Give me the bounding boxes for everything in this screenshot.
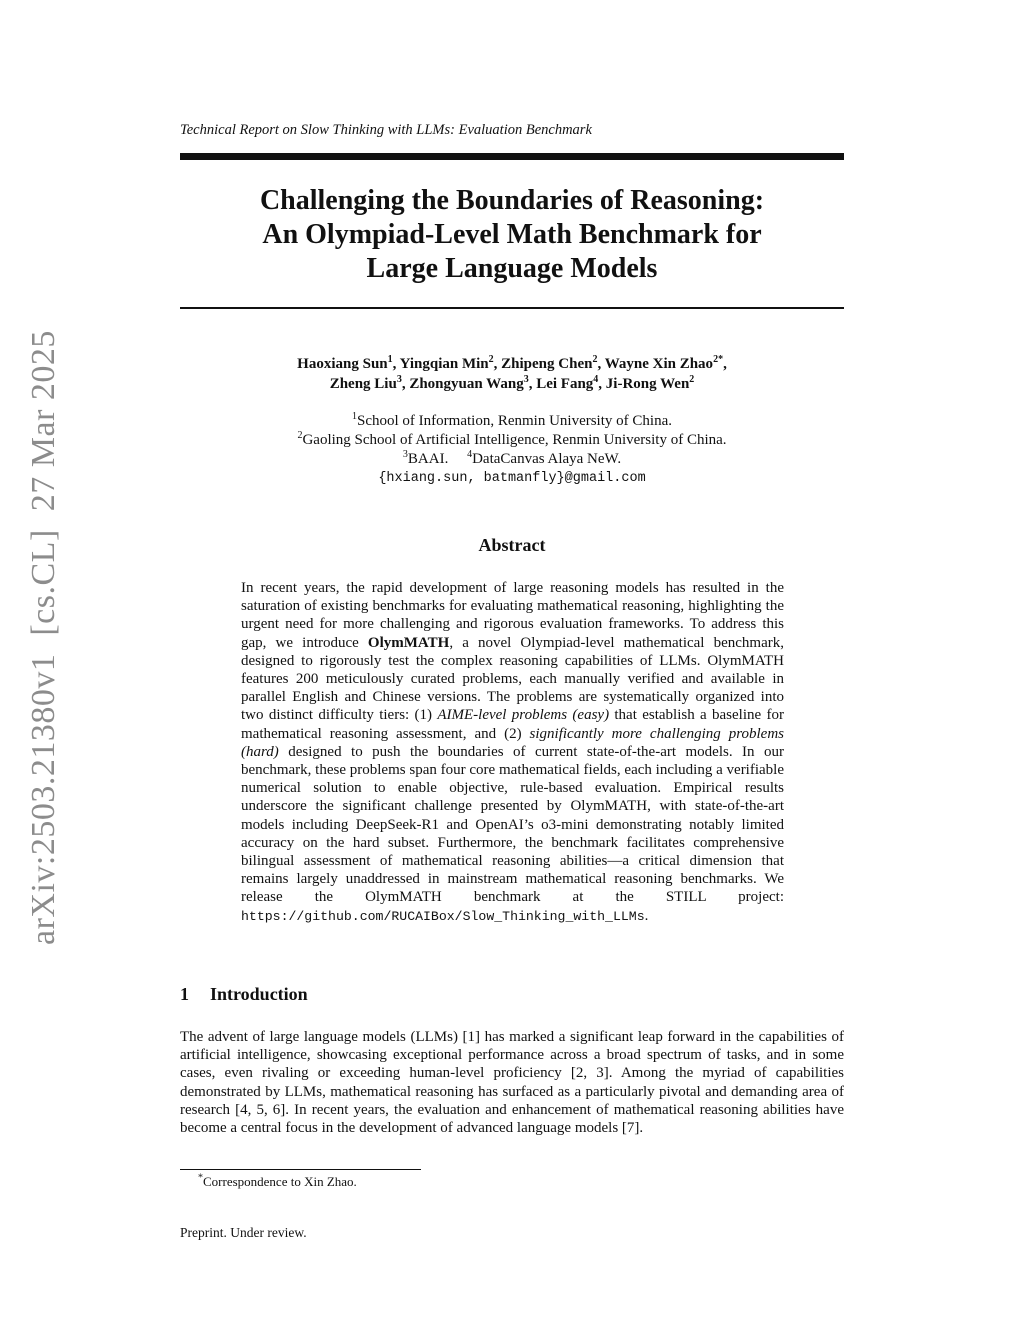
section-title: Introduction <box>210 984 308 1004</box>
title-line-1: Challenging the Boundaries of Reasoning: <box>259 185 765 216</box>
abstract-heading: Abstract <box>478 535 546 555</box>
section-heading-introduction <box>180 984 308 1005</box>
author-name: Lei Fang <box>536 376 594 392</box>
abstract-body <box>241 579 784 926</box>
author-affil-mark: 4 <box>593 374 599 385</box>
author-name: Yingqian Min <box>399 356 489 372</box>
author-list <box>180 354 844 394</box>
footnote-rule <box>180 1169 421 1170</box>
page-footer: Preprint. Under review. <box>180 1225 307 1240</box>
footnote-text: Correspondence to Xin Zhao. <box>203 1174 357 1189</box>
author-line-1: Haoxiang Sun$^1$, Yingqian Min$^2$, Zhipeng Chen$^2$, Wayne Xin Zhao$^{2*}$, <box>297 354 727 372</box>
title-line-3: Large Language Models <box>366 253 658 284</box>
affiliations <box>180 412 844 488</box>
affiliation-text: DataCanvas Alaya NeW. <box>472 451 622 467</box>
affiliation-mark: 4 <box>467 449 473 460</box>
author-affil-mark: 3 <box>396 374 402 385</box>
author-affil-mark: 1 <box>387 354 393 365</box>
abstract-text: . <box>644 907 649 924</box>
author-affil-mark: 2 <box>689 374 695 385</box>
author-affil-mark: 2 <box>488 354 494 365</box>
top-rule <box>180 153 844 160</box>
author-name: Zhongyuan Wang <box>409 376 524 392</box>
affiliation-mark: 3 <box>402 449 408 460</box>
author-name: Zheng Liu <box>329 376 397 392</box>
abstract-text: designed to push the boundaries of current state-of-the-art models. In our benchmark, these problems span four core mathematical fields, each including a verifiable numerical solution to enable objective, rule-based evaluation. Empirical results underscore the significant challenge presented by OlymMATH, with state-of-the-art models including DeepSeek-R1 and OpenAI’s o3-mini demonstrating notably limited accuracy on the hard subset. Furthermore, the benchmark facilitates comprehensive bilingual assessment of mathematical reasoning abilities—a critical dimension that remains largely unaddressed in mainstream mathematical reasoning benchmarks. We release the OlymMATH benchmark at the STILL project: <box>241 743 784 906</box>
author-name: Wayne Xin Zhao <box>604 356 714 372</box>
author-affil-mark: 2* <box>713 354 724 365</box>
title-rule <box>180 307 844 309</box>
affiliation-text: School of Information, Renmin University of China. <box>357 413 672 429</box>
section-number: 1 <box>180 984 189 1004</box>
arxiv-stamp: arXiv:2503.21380v1 [cs.CL] 27 Mar 2025 <box>25 330 62 945</box>
affiliation-mark: 2 <box>297 430 303 441</box>
abstract-emphasis: AIME-level problems (easy) <box>437 707 610 724</box>
running-header: Technical Report on Slow Thinking with LLMs: Evaluation Benchmark <box>180 122 592 138</box>
footnote <box>198 1174 357 1190</box>
introduction-paragraph: The advent of large language models (LLMs) [1] has marked a significant leap forward in the capabilities of artificial intelligence, showcasing exceptional performance across a broad spectrum of tasks, and in some cases, even rivaling or exceeding human-level proficiency [2, 3]. Among the myriad of capabilities demonstrated by LLMs, mathematical reasoning has surfaced as a particularly pivotal and demanding area of research [4, 5, 6]. In recent years, the evaluation and enhancement of mathematical reasoning abilities have become a central focus in the development of advanced language models [7]. <box>180 1029 844 1137</box>
affiliation-text: BAAI. <box>407 451 449 467</box>
abstract-text: , a novel Olympiad-level mathematical benchmark, designed to rigorously test the complex reasoning capabilities of LLMs. OlymMATH features 200 meticulously curated problems, each manually verified and available in parallel English and Chinese versions. The problems are systematically organized into two distinct difficulty tiers: (1) <box>241 634 784 724</box>
project-url-link[interactable]: https://github.com/RUCAIBox/Slow_Thinking_with_LLMs <box>241 908 645 924</box>
title-line-2: An Olympiad-Level Math Benchmark for <box>262 219 762 250</box>
author-name: Ji-Rong Wen <box>605 376 690 392</box>
paper-title <box>180 184 844 286</box>
author-line-2: Zheng Liu$^3$, Zhongyuan Wang$^3$, Lei Fang$^4$, Ji-Rong Wen$^2$ <box>329 374 695 392</box>
author-name: Haoxiang Sun <box>297 356 388 372</box>
affiliation-3-4 <box>180 450 844 469</box>
abstract-text: that establish a baseline for mathematical reasoning assessment, and (2) <box>241 707 784 742</box>
abstract-emphasis: significantly more challenging problems (hard) <box>241 725 784 760</box>
contact-emails: {hxiang.sun, batmanfly}@gmail.com <box>378 471 646 486</box>
affiliation-mark: 1 <box>352 411 358 422</box>
benchmark-name: OlymMATH <box>367 634 450 651</box>
affiliation-1 <box>180 412 844 431</box>
author-name: Zhipeng Chen <box>501 356 593 372</box>
abstract-text: In recent years, the rapid development of large reasoning models has resulted in the saturation of existing benchmarks for evaluating mathematical reasoning, highlighting the urgent need for more challenging and rigorous evaluation frameworks. To address this gap, we introduce <box>241 580 784 651</box>
author-affil-mark: 3 <box>523 374 529 385</box>
author-affil-mark: 2 <box>592 354 598 365</box>
affiliation-text: Gaoling School of Artificial Intelligence, Renmin University of China. <box>302 432 727 448</box>
footnote-mark: * <box>198 1172 203 1184</box>
affiliation-2 <box>180 431 844 450</box>
